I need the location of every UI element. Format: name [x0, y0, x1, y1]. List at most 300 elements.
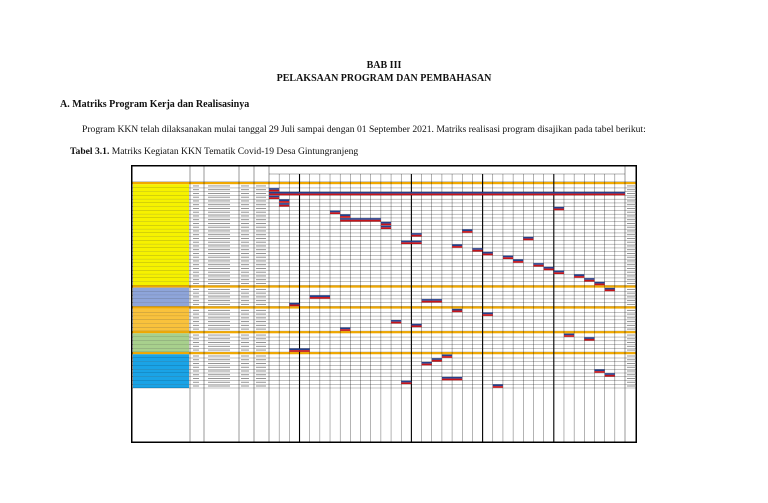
program-cell: [133, 259, 189, 263]
program-cell: [133, 312, 189, 316]
plan-bar: [472, 248, 482, 250]
program-cell: [133, 248, 189, 252]
cell-text-placeholder: [256, 283, 266, 284]
program-cell: [133, 288, 189, 292]
cell-text-placeholder: [256, 374, 266, 375]
plan-bar: [422, 299, 442, 301]
realisation-bar: [411, 325, 421, 327]
plan-bar: [340, 214, 350, 216]
realisation-bar: [269, 190, 279, 192]
cell-text-placeholder: [193, 204, 199, 205]
cell-text-placeholder: [627, 363, 635, 364]
cell-text-placeholder: [241, 329, 249, 330]
cell-text-placeholder: [627, 238, 635, 239]
cell-text-placeholder: [627, 261, 635, 262]
program-cell: [133, 184, 189, 188]
cell-text-placeholder: [208, 264, 230, 265]
cell-text-placeholder: [241, 386, 249, 387]
cell-text-placeholder: [241, 242, 249, 243]
plan-bar: [513, 259, 523, 261]
cell-text-placeholder: [193, 386, 199, 387]
cell-text-placeholder: [256, 321, 266, 322]
cell-text-placeholder: [627, 329, 635, 330]
program-cell: [133, 381, 189, 385]
plan-bar: [279, 199, 289, 201]
cell-text-placeholder: [193, 300, 199, 301]
cell-text-placeholder: [193, 374, 199, 375]
cell-text-placeholder: [256, 382, 266, 383]
cell-text-placeholder: [256, 359, 266, 360]
cell-text-placeholder: [241, 216, 249, 217]
cell-text-placeholder: [241, 335, 249, 336]
cell-text-placeholder: [241, 321, 249, 322]
program-cell: [133, 218, 189, 222]
cell-text-placeholder: [256, 197, 266, 198]
realisation-bar: [594, 284, 604, 286]
cell-text-placeholder: [241, 186, 249, 187]
realisation-bar: [442, 379, 462, 381]
cell-text-placeholder: [193, 186, 199, 187]
cell-text-placeholder: [208, 238, 230, 239]
cell-text-placeholder: [193, 342, 199, 343]
plan-bar: [381, 222, 391, 224]
group-separator: [132, 352, 636, 354]
plan-bar: [594, 282, 604, 284]
cell-text-placeholder: [193, 227, 199, 228]
cell-text-placeholder: [256, 342, 266, 343]
cell-text-placeholder: [193, 223, 199, 224]
program-cell: [133, 263, 189, 267]
plan-bar: [605, 288, 615, 290]
plan-bar: [381, 226, 391, 228]
cell-text-placeholder: [241, 257, 249, 258]
cell-text-placeholder: [241, 227, 249, 228]
cell-text-placeholder: [208, 268, 230, 269]
table-caption-text: Matriks Kegiatan KKN Tematik Covid-19 Desa Gintungranjeng: [109, 146, 359, 157]
realisation-bar: [340, 329, 350, 331]
plan-bar: [391, 320, 401, 322]
cell-text-placeholder: [256, 193, 266, 194]
plan-bar: [584, 278, 594, 280]
cell-text-placeholder: [256, 261, 266, 262]
cell-text-placeholder: [241, 268, 249, 269]
cell-text-placeholder: [193, 310, 199, 311]
cell-text-placeholder: [208, 335, 230, 336]
program-cell: [133, 240, 189, 244]
program-cell: [133, 348, 189, 352]
realisation-bar: [289, 350, 309, 352]
cell-text-placeholder: [193, 234, 199, 235]
cell-text-placeholder: [627, 268, 635, 269]
cell-text-placeholder: [208, 325, 230, 326]
cell-text-placeholder: [208, 197, 230, 198]
cell-text-placeholder: [208, 261, 230, 262]
cell-text-placeholder: [256, 304, 266, 305]
program-cell: [133, 233, 189, 237]
program-cell: [133, 354, 189, 358]
program-cell: [133, 366, 189, 370]
cell-text-placeholder: [208, 296, 230, 297]
program-cell: [133, 384, 189, 388]
cell-text-placeholder: [193, 346, 199, 347]
realisation-bar: [503, 257, 513, 259]
plan-bar: [523, 237, 533, 239]
cell-text-placeholder: [241, 212, 249, 213]
cell-text-placeholder: [193, 350, 199, 351]
cell-text-placeholder: [193, 338, 199, 339]
program-cell: [133, 362, 189, 366]
cell-text-placeholder: [256, 272, 266, 273]
cell-text-placeholder: [193, 317, 199, 318]
realisation-bar: [483, 254, 493, 256]
cell-text-placeholder: [256, 296, 266, 297]
cell-text-placeholder: [627, 296, 635, 297]
cell-text-placeholder: [241, 272, 249, 273]
cell-text-placeholder: [256, 234, 266, 235]
program-cell: [133, 333, 189, 337]
cell-text-placeholder: [208, 276, 230, 277]
cell-text-placeholder: [241, 289, 249, 290]
realisation-bar: [523, 239, 533, 241]
realisation-bar: [452, 246, 462, 248]
cell-text-placeholder: [256, 253, 266, 254]
cell-text-placeholder: [208, 300, 230, 301]
table-caption-label: Tabel 3.1.: [70, 146, 110, 157]
program-cell: [133, 324, 189, 328]
cell-text-placeholder: [208, 189, 230, 190]
cell-text-placeholder: [193, 382, 199, 383]
cell-text-placeholder: [256, 325, 266, 326]
cell-text-placeholder: [627, 216, 635, 217]
cell-text-placeholder: [208, 317, 230, 318]
cell-text-placeholder: [627, 346, 635, 347]
cell-text-placeholder: [193, 293, 199, 294]
plan-bar: [605, 373, 615, 375]
cell-text-placeholder: [627, 272, 635, 273]
plan-bar: [544, 267, 554, 269]
plan-bar: [279, 203, 289, 205]
cell-text-placeholder: [208, 338, 230, 339]
program-cell: [133, 282, 189, 286]
cell-text-placeholder: [241, 350, 249, 351]
cell-text-placeholder: [256, 279, 266, 280]
cell-text-placeholder: [208, 289, 230, 290]
cell-text-placeholder: [193, 242, 199, 243]
plan-bar: [584, 337, 594, 339]
realisation-bar: [594, 371, 604, 373]
realisation-bar: [605, 375, 615, 377]
cell-text-placeholder: [256, 310, 266, 311]
cell-text-placeholder: [241, 197, 249, 198]
realisation-bar: [401, 242, 421, 244]
cell-text-placeholder: [208, 246, 230, 247]
plan-bar: [554, 271, 564, 273]
program-cell: [133, 337, 189, 341]
program-cell: [133, 309, 189, 313]
cell-text-placeholder: [241, 193, 249, 194]
cell-text-placeholder: [241, 374, 249, 375]
cell-text-placeholder: [241, 296, 249, 297]
realisation-bar: [269, 197, 279, 199]
cell-text-placeholder: [241, 317, 249, 318]
program-cell: [133, 244, 189, 248]
plan-bar: [442, 354, 452, 356]
program-cell: [133, 291, 189, 295]
program-cell: [133, 316, 189, 320]
cell-text-placeholder: [627, 204, 635, 205]
cell-text-placeholder: [256, 371, 266, 372]
realisation-bar: [310, 297, 330, 299]
cell-text-placeholder: [193, 363, 199, 364]
cell-text-placeholder: [208, 293, 230, 294]
cell-text-placeholder: [193, 219, 199, 220]
cell-text-placeholder: [627, 350, 635, 351]
cell-text-placeholder: [627, 197, 635, 198]
cell-text-placeholder: [256, 293, 266, 294]
program-cell: [133, 214, 189, 218]
realisation-bar: [381, 224, 391, 226]
cell-text-placeholder: [208, 216, 230, 217]
section-heading: A. Matriks Program Kerja dan Realisasinya: [60, 99, 250, 110]
realisation-bar: [564, 335, 574, 337]
cell-text-placeholder: [256, 208, 266, 209]
program-cell: [133, 267, 189, 271]
cell-text-placeholder: [193, 257, 199, 258]
cell-text-placeholder: [241, 310, 249, 311]
cell-text-placeholder: [208, 272, 230, 273]
plan-bar: [401, 381, 411, 383]
plan-bar: [289, 303, 299, 305]
cell-text-placeholder: [241, 300, 249, 301]
cell-text-placeholder: [627, 283, 635, 284]
plan-bar: [452, 244, 462, 246]
cell-text-placeholder: [241, 264, 249, 265]
cell-text-placeholder: [193, 335, 199, 336]
cell-text-placeholder: [627, 249, 635, 250]
cell-text-placeholder: [241, 219, 249, 220]
intro-paragraph: Program KKN telah dilaksanakan mulai tanggal 29 Juli sampai dengan 01 September 2021. Matriks realisasi program disajikan pada tabel berikut:: [82, 124, 646, 135]
realisation-bar: [391, 322, 401, 324]
cell-text-placeholder: [627, 293, 635, 294]
cell-text-placeholder: [256, 212, 266, 213]
cell-text-placeholder: [256, 257, 266, 258]
program-cell: [133, 252, 189, 256]
cell-text-placeholder: [208, 371, 230, 372]
program-cell: [133, 229, 189, 233]
cell-text-placeholder: [627, 186, 635, 187]
program-cell: [133, 225, 189, 229]
plan-bar: [411, 233, 421, 235]
realisation-bar: [472, 250, 482, 252]
realisation-bar: [442, 356, 452, 358]
cell-text-placeholder: [256, 268, 266, 269]
cell-text-placeholder: [627, 253, 635, 254]
cell-text-placeholder: [256, 231, 266, 232]
plan-bar: [533, 263, 543, 265]
cell-text-placeholder: [627, 242, 635, 243]
cell-text-placeholder: [208, 321, 230, 322]
cell-text-placeholder: [256, 246, 266, 247]
cell-text-placeholder: [241, 359, 249, 360]
cell-text-placeholder: [256, 189, 266, 190]
cell-text-placeholder: [193, 371, 199, 372]
cell-text-placeholder: [627, 227, 635, 228]
cell-text-placeholder: [241, 249, 249, 250]
program-cell: [133, 341, 189, 345]
cell-text-placeholder: [256, 314, 266, 315]
cell-text-placeholder: [627, 300, 635, 301]
plan-bar: [340, 328, 350, 330]
cell-text-placeholder: [208, 201, 230, 202]
cell-text-placeholder: [627, 338, 635, 339]
cell-text-placeholder: [193, 253, 199, 254]
cell-text-placeholder: [256, 227, 266, 228]
cell-text-placeholder: [193, 314, 199, 315]
cell-text-placeholder: [241, 338, 249, 339]
cell-text-placeholder: [241, 189, 249, 190]
cell-text-placeholder: [627, 342, 635, 343]
program-cell: [133, 327, 189, 331]
cell-text-placeholder: [208, 208, 230, 209]
cell-text-placeholder: [193, 296, 199, 297]
cell-text-placeholder: [256, 363, 266, 364]
cell-text-placeholder: [208, 329, 230, 330]
program-cell: [133, 255, 189, 259]
realisation-bar: [330, 212, 340, 214]
realisation-bar: [462, 231, 472, 233]
realisation-bar: [432, 360, 442, 362]
plan-bar: [554, 207, 564, 209]
cell-text-placeholder: [627, 289, 635, 290]
cell-text-placeholder: [241, 346, 249, 347]
realisation-bar: [554, 209, 564, 211]
cell-text-placeholder: [241, 279, 249, 280]
program-cell: [133, 199, 189, 203]
cell-text-placeholder: [627, 356, 635, 357]
plan-bar: [330, 211, 340, 213]
cell-text-placeholder: [193, 289, 199, 290]
cell-text-placeholder: [256, 223, 266, 224]
cell-text-placeholder: [241, 234, 249, 235]
cell-text-placeholder: [256, 367, 266, 368]
group-separator: [132, 182, 636, 184]
cell-text-placeholder: [256, 300, 266, 301]
cell-text-placeholder: [256, 249, 266, 250]
program-cell: [133, 210, 189, 214]
plan-bar: [269, 192, 625, 194]
cell-text-placeholder: [241, 283, 249, 284]
cell-text-placeholder: [256, 386, 266, 387]
cell-text-placeholder: [627, 359, 635, 360]
cell-text-placeholder: [256, 378, 266, 379]
program-cell: [133, 195, 189, 199]
cell-text-placeholder: [627, 276, 635, 277]
cell-text-placeholder: [627, 257, 635, 258]
plan-bar: [289, 349, 309, 351]
cell-text-placeholder: [241, 261, 249, 262]
cell-text-placeholder: [208, 346, 230, 347]
plan-bar: [462, 229, 472, 231]
cell-text-placeholder: [627, 314, 635, 315]
cell-text-placeholder: [193, 246, 199, 247]
cell-text-placeholder: [241, 253, 249, 254]
cell-text-placeholder: [241, 367, 249, 368]
program-cell: [133, 222, 189, 226]
cell-text-placeholder: [627, 201, 635, 202]
cell-text-placeholder: [241, 238, 249, 239]
realisation-bar: [493, 386, 503, 388]
cell-text-placeholder: [208, 219, 230, 220]
cell-text-placeholder: [256, 350, 266, 351]
plan-bar: [432, 358, 442, 360]
realisation-bar: [269, 194, 625, 196]
cell-text-placeholder: [256, 238, 266, 239]
cell-text-placeholder: [193, 208, 199, 209]
cell-text-placeholder: [241, 223, 249, 224]
plan-bar: [452, 309, 462, 311]
cell-text-placeholder: [193, 238, 199, 239]
cell-text-placeholder: [208, 279, 230, 280]
cell-text-placeholder: [241, 204, 249, 205]
cell-text-placeholder: [208, 367, 230, 368]
cell-text-placeholder: [193, 283, 199, 284]
realisation-bar: [340, 220, 381, 222]
cell-text-placeholder: [627, 264, 635, 265]
cell-text-placeholder: [193, 231, 199, 232]
cell-text-placeholder: [193, 189, 199, 190]
cell-text-placeholder: [208, 242, 230, 243]
activity-matrix-table: [131, 165, 637, 443]
program-cell: [133, 270, 189, 274]
plan-bar: [340, 218, 381, 220]
cell-text-placeholder: [256, 276, 266, 277]
cell-text-placeholder: [193, 201, 199, 202]
cell-text-placeholder: [208, 304, 230, 305]
realisation-bar: [554, 272, 564, 274]
cell-text-placeholder: [208, 212, 230, 213]
realisation-bar: [279, 201, 289, 203]
cell-text-placeholder: [256, 242, 266, 243]
cell-text-placeholder: [627, 304, 635, 305]
cell-text-placeholder: [241, 314, 249, 315]
cell-text-placeholder: [208, 193, 230, 194]
plan-bar: [574, 274, 584, 276]
realisation-bar: [544, 269, 554, 271]
cell-text-placeholder: [256, 317, 266, 318]
program-cell: [133, 192, 189, 196]
cell-text-placeholder: [256, 201, 266, 202]
cell-text-placeholder: [208, 374, 230, 375]
table-caption: [70, 146, 358, 157]
group-separator: [132, 331, 636, 333]
realisation-bar: [513, 261, 523, 263]
cell-text-placeholder: [193, 261, 199, 262]
plan-bar: [411, 324, 421, 326]
realisation-bar: [533, 265, 543, 267]
cell-text-placeholder: [627, 208, 635, 209]
cell-text-placeholder: [193, 264, 199, 265]
cell-text-placeholder: [193, 329, 199, 330]
cell-text-placeholder: [193, 378, 199, 379]
program-cell: [133, 278, 189, 282]
cell-text-placeholder: [208, 382, 230, 383]
realisation-bar: [422, 364, 432, 366]
cell-text-placeholder: [627, 219, 635, 220]
cell-text-placeholder: [208, 249, 230, 250]
program-cell: [133, 377, 189, 381]
cell-text-placeholder: [193, 325, 199, 326]
cell-text-placeholder: [627, 335, 635, 336]
